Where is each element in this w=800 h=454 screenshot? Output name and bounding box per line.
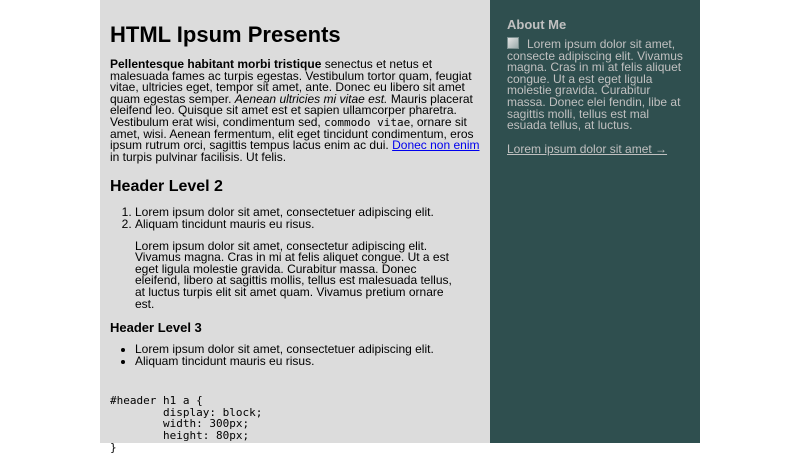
unordered-list-item: • Lorem ipsum dolor sit amet, consectetuer adipiscing elit.: [135, 344, 480, 356]
sidebar-heading: About Me: [507, 17, 567, 32]
ordered-list-item: 2. Aliquam tincidunt mauris eu risus.: [135, 219, 480, 231]
blockquote: [135, 238, 455, 311]
code-block: #header h1 a { display: block; width: 300px; height: 80px; }: [110, 394, 263, 454]
sidebar-text-paragraph: [507, 37, 683, 132]
donec-non-enim-link[interactable]: Donec non enim: [392, 138, 480, 153]
sidebar-link-paragraph: [507, 141, 683, 156]
main-content: [100, 0, 490, 454]
intro-emphasis: Aenean ultricies mi vitae est.: [234, 91, 388, 106]
sidebar: [490, 0, 700, 443]
sidebar-text: Lorem ipsum dolor sit amet, consecte adipiscing elit. Vivamus magna. Cras in mi at felis aliquet congue. Ut a est eget ligula molestie gravida. Curabitur massa. Donec elei fendin, libe at sagittis molli, tellus est mal esuada tellus, at luctus.: [507, 37, 683, 133]
blockquote-text: Lorem ipsum dolor sit amet, consectetur adipiscing elit. Vivamus magna. Cras in mi at felis aliquet congue. Ut a est eget ligula molestie gravida. Curabitur massa. Donec eleifend, libero at sagittis mollis, tellus est malesuada tellus, at luctus turpis elit sit amet quam. Vivamus pretium ornare est.: [135, 238, 452, 311]
intro-text-3: , ornare sit amet, wisi. Aenean fermentum, elit eget tincidunt condimentum, eros ipsum rutrum orci, sagittis tempus lacus enim ac dui.: [110, 114, 474, 153]
header-level-2: Header Level 2: [110, 178, 223, 196]
intro-text-1: senectus et netus et malesuada fames ac turpis egestas. Vestibulum tortor quam, feugiat vitae, ultricies eget, tempor sit amet, ante. Donec eu libero sit amet quam egestas semper.: [110, 57, 472, 106]
broken-image-icon: [507, 37, 519, 49]
ordered-list-item: 1. Lorem ipsum dolor sit amet, consectetuer adipiscing elit.: [135, 207, 480, 219]
unordered-list-item: • Aliquam tincidunt mauris eu risus.: [135, 356, 480, 368]
intro-text-4: in turpis pulvinar facilisis. Ut felis.: [110, 149, 287, 164]
intro-text-2: Mauris placerat eleifend leo. Quisque sit amet est et sapien ullamcorper pharetra. Vestibulum erat wisi, condimentum sed,: [110, 91, 473, 129]
intro-strong: Pellentesque habitant morbi tristique: [110, 57, 322, 71]
page-title: HTML Ipsum Presents: [110, 22, 341, 47]
intro-code: commodo vitae: [324, 115, 411, 129]
intro-paragraph: [110, 59, 480, 163]
unordered-list: [110, 344, 480, 367]
page-wrapper: [100, 0, 700, 454]
sidebar-read-more-link[interactable]: Lorem ipsum dolor sit amet →: [507, 141, 668, 156]
ordered-list: [110, 207, 480, 230]
header-level-3: Header Level 3: [110, 320, 202, 336]
